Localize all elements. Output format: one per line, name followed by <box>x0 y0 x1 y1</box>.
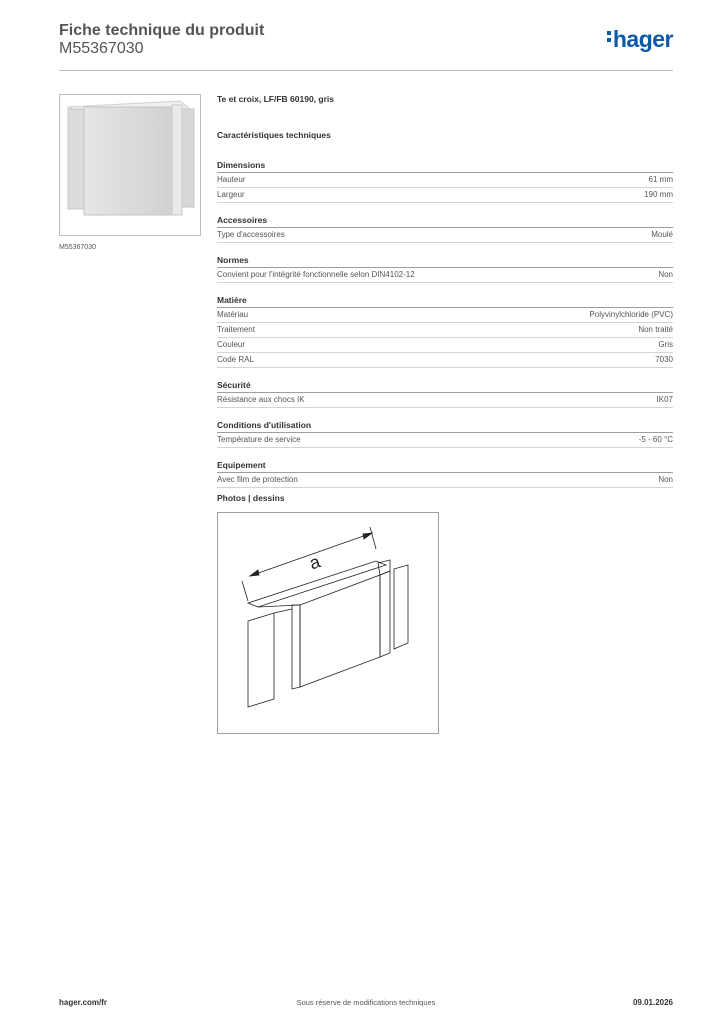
section-title: Accessoires <box>217 213 673 228</box>
product-thumbnail <box>59 94 201 236</box>
spec-label: Matériau <box>217 310 249 319</box>
document-reference: M55367030 <box>59 40 144 57</box>
spec-value: Non traité <box>638 325 673 334</box>
spec-row <box>217 338 673 353</box>
footer-disclaimer: Sous réserve de modifications techniques <box>296 998 436 1007</box>
spec-row <box>217 433 673 448</box>
spec-row <box>217 173 673 188</box>
photos-title: Photos | dessins <box>217 493 285 503</box>
section-title: Dimensions <box>217 158 673 173</box>
specifications <box>217 94 673 498</box>
logo-text: hager <box>612 26 673 52</box>
section-title: Conditions d'utilisation <box>217 418 673 433</box>
document-title: Fiche technique du produit <box>59 22 265 39</box>
spec-label: Convient pour l'intégrité fonctionnelle selon DIN4102-12 <box>217 270 415 279</box>
page-header <box>59 20 673 71</box>
spec-section-equipement <box>217 458 673 488</box>
dimension-label: a <box>306 551 323 574</box>
spec-value: 7030 <box>655 355 673 364</box>
technical-drawing <box>217 512 439 734</box>
spec-section-conditions <box>217 418 673 448</box>
footer-website: hager.com/fr <box>59 998 108 1007</box>
spec-section-securite <box>217 378 673 408</box>
spec-value: Polyvinylchloride (PVC) <box>589 310 673 319</box>
spec-label: Type d'accessoires <box>217 230 285 239</box>
section-title: Matière <box>217 293 673 308</box>
page-footer <box>59 998 673 1010</box>
spec-value: Gris <box>658 340 673 349</box>
product-photo-image <box>60 95 200 235</box>
thumbnail-caption: M55367030 <box>59 244 96 251</box>
technical-drawing-image <box>218 513 438 733</box>
footer-date: 09.01.2026 <box>632 998 673 1007</box>
hager-logo <box>607 26 673 53</box>
section-title: Sécurité <box>217 378 673 393</box>
spec-section-dimensions <box>217 158 673 203</box>
spec-value: Non <box>658 270 673 279</box>
spec-section-normes <box>217 253 673 283</box>
spec-label: Largeur <box>217 190 245 199</box>
product-description: Te et croix, LF/FB 60190, gris <box>217 94 334 104</box>
spec-label: Hauteur <box>217 175 246 184</box>
spec-section-matiere <box>217 293 673 368</box>
spec-label: Avec film de protection <box>217 475 298 484</box>
spec-label: Code RAL <box>217 355 254 364</box>
spec-label: Couleur <box>217 340 246 349</box>
spec-value: IK07 <box>656 395 673 404</box>
spec-row <box>217 323 673 338</box>
spec-row <box>217 393 673 408</box>
spec-row <box>217 353 673 368</box>
spec-value: 190 mm <box>644 190 673 199</box>
spec-label: Résistance aux chocs IK <box>217 395 305 404</box>
spec-label: Traitement <box>217 325 255 334</box>
section-title: Normes <box>217 253 673 268</box>
spec-value: -5 - 60 °C <box>638 435 673 444</box>
spec-section-accessoires <box>217 213 673 243</box>
spec-value: 61 mm <box>648 175 673 184</box>
spec-row <box>217 473 673 488</box>
spec-value: Moulé <box>651 230 673 239</box>
logo-dots-icon <box>607 31 611 45</box>
spec-value: Non <box>658 475 673 484</box>
characteristics-title: Caractéristiques techniques <box>217 130 331 140</box>
spec-row <box>217 188 673 203</box>
section-title: Equipement <box>217 458 673 473</box>
spec-row <box>217 308 673 323</box>
spec-label: Température de service <box>217 435 301 444</box>
spec-row <box>217 268 673 283</box>
spec-row <box>217 228 673 243</box>
